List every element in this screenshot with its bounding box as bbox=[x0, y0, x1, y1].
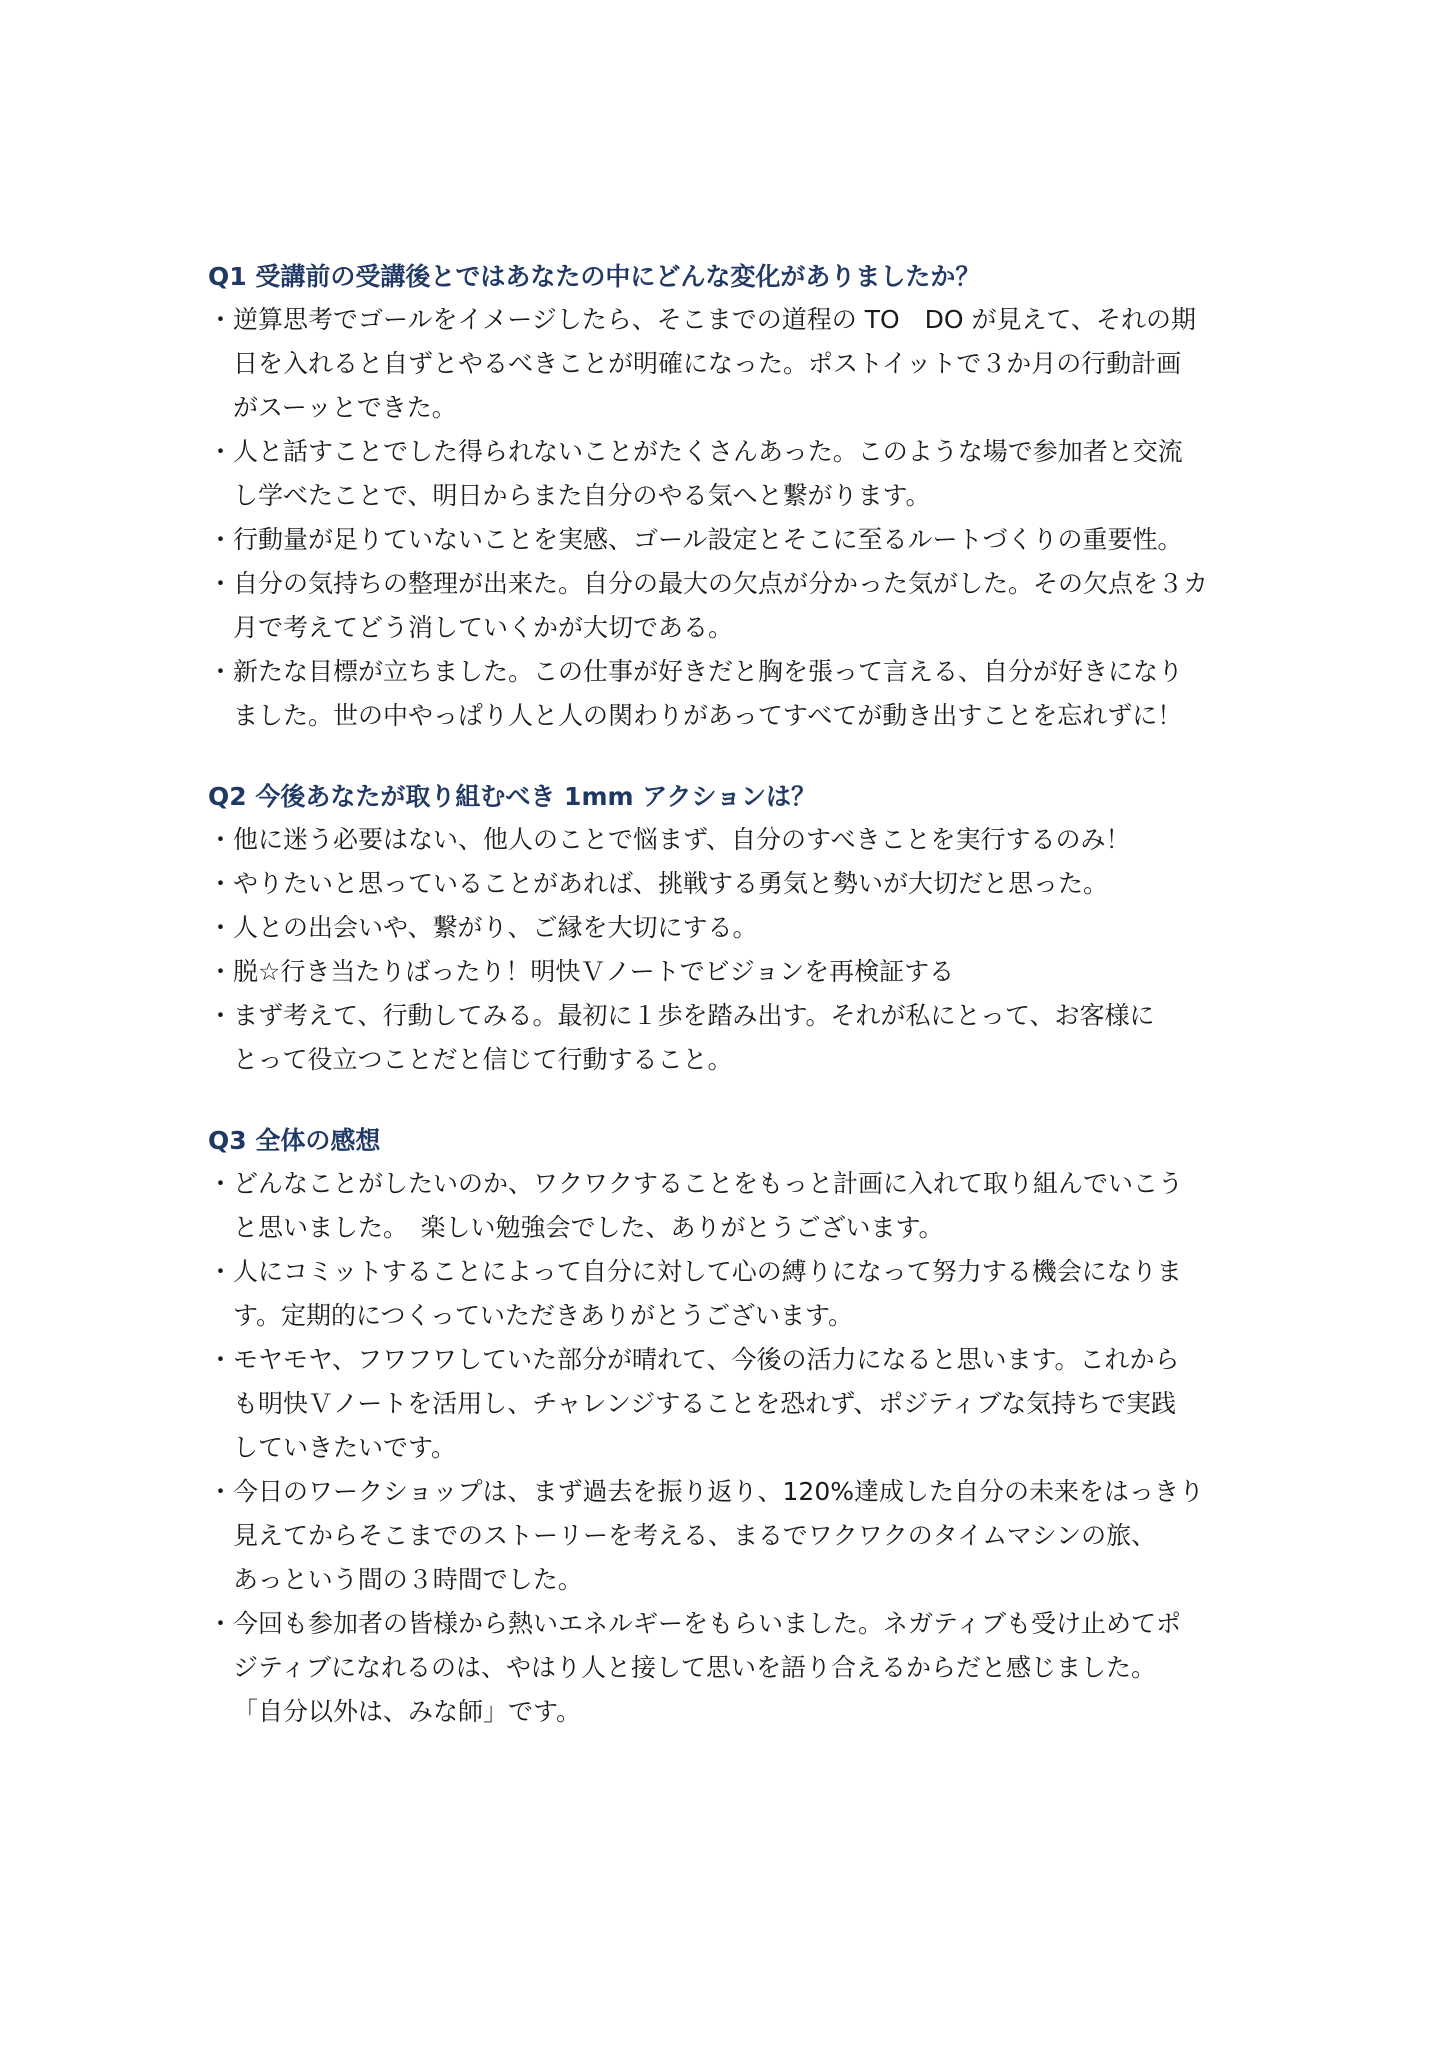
item-line: も明快Ｖノートを活用し、チャレンジすることを恐れず、ポジティブな気持ちで実践 bbox=[233, 1389, 1177, 1418]
item-line: 見えてからそこまでのストーリーを考える、まるでワクワクのタイムマシンの旅、 bbox=[233, 1521, 1157, 1550]
bullet-mark: ・ bbox=[208, 305, 234, 334]
list-item bbox=[208, 298, 1268, 430]
item-line: どんなことがしたいのか、ワクワクすることをもっと計画に入れて取り組んでいこう bbox=[233, 1169, 1184, 1198]
item-line: し学べたことで、明日からまた自分のやる気へと繋がります。 bbox=[233, 481, 931, 510]
bullet-mark: ・ bbox=[208, 1345, 234, 1374]
item-line: 自分の気持ちの整理が出来た。自分の最大の欠点が分かった気がした。その欠点を３カ bbox=[233, 569, 1209, 598]
list-item bbox=[208, 518, 1268, 562]
bullet-mark: ・ bbox=[208, 1169, 234, 1198]
item-line: 「自分以外は、みな師」です。 bbox=[233, 1697, 582, 1726]
q2-heading: Q2 今後あなたが取り組むべき 1mm アクションは？ bbox=[208, 782, 817, 811]
bullet-mark: ・ bbox=[208, 1609, 234, 1638]
list-item bbox=[208, 430, 1268, 518]
section-q3 bbox=[208, 1126, 1268, 1734]
item-line: 今回も参加者の皆様から熱いエネルギーをもらいました。ネガティブも受け止めてポ bbox=[233, 1609, 1182, 1638]
bullet-mark: ・ bbox=[208, 437, 234, 466]
item-line: あっという間の３時間でした。 bbox=[233, 1565, 583, 1594]
list-item bbox=[208, 562, 1268, 650]
item-line: やりたいと思っていることがあれば、挑戦する勇気と勢いが大切だと思った。 bbox=[233, 869, 1109, 898]
item-line: 逆算思考でゴールをイメージしたら、そこまでの道程の TO DO が見えて、それの期 bbox=[233, 305, 1197, 334]
list-item bbox=[208, 1602, 1268, 1734]
item-line: 月で考えてどう消していくかが大切である。 bbox=[233, 613, 734, 642]
item-line: モヤモヤ、フワフワしていた部分が晴れて、今後の活力になると思います。これから bbox=[233, 1345, 1180, 1374]
list-item bbox=[208, 1338, 1268, 1470]
list-item bbox=[208, 994, 1268, 1082]
document-page bbox=[208, 262, 1268, 1778]
list-item bbox=[208, 818, 1268, 862]
item-line: 新たな目標が立ちました。この仕事が好きだと胸を張って言える、自分が好きになり bbox=[233, 657, 1184, 686]
q1-heading: Q1 受講前の受講後とではあなたの中にどんな変化がありましたか？ bbox=[208, 262, 981, 291]
bullet-mark: ・ bbox=[208, 569, 234, 598]
item-line: 今日のワークショップは、まず過去を振り返り、120%達成した自分の未来をはっきり bbox=[233, 1477, 1204, 1506]
bullet-mark: ・ bbox=[208, 957, 234, 986]
bullet-mark: ・ bbox=[208, 1477, 234, 1506]
item-line: がスーッとできた。 bbox=[233, 393, 457, 422]
list-item bbox=[208, 1250, 1268, 1338]
item-line: 脱☆行き当たりばったり！明快Ｖノートでビジョンを再検証する bbox=[233, 957, 955, 986]
list-item bbox=[208, 650, 1268, 738]
item-line: 人との出会いや、繋がり、ご縁を大切にする。 bbox=[233, 913, 758, 942]
section-q2 bbox=[208, 782, 1268, 1082]
item-line: 他に迷う必要はない、他人のことで悩まず、自分のすべきことを実行するのみ！ bbox=[233, 825, 1131, 854]
item-line: 日を入れると自ずとやるべきことが明確になった。ポストイットで３か月の行動計画 bbox=[233, 349, 1182, 378]
item-line: ジティブになれるのは、やはり人と接して思いを語り合えるからだと感じました。 bbox=[233, 1653, 1157, 1682]
list-item bbox=[208, 1162, 1268, 1250]
list-item bbox=[208, 1470, 1268, 1602]
bullet-mark: ・ bbox=[208, 913, 234, 942]
item-line: す。定期的につくっていただきありがとうございます。 bbox=[233, 1301, 854, 1330]
bullet-mark: ・ bbox=[208, 657, 234, 686]
bullet-mark: ・ bbox=[208, 1257, 234, 1286]
list-item bbox=[208, 906, 1268, 950]
bullet-mark: ・ bbox=[208, 525, 234, 554]
item-line: 人と話すことでした得られないことがたくさんあった。このような場で参加者と交流 bbox=[233, 437, 1183, 466]
section-q1 bbox=[208, 262, 1268, 738]
item-line: ました。世の中やっぱり人と人の関わりがあってすべてが動き出すことを忘れずに！ bbox=[233, 701, 1183, 730]
bullet-mark: ・ bbox=[208, 869, 234, 898]
list-item bbox=[208, 950, 1268, 994]
bullet-mark: ・ bbox=[208, 1001, 234, 1030]
item-line: と思いました。 楽しい勉強会でした、ありがとうございます。 bbox=[233, 1213, 944, 1242]
item-line: していきたいです。 bbox=[233, 1433, 457, 1462]
list-item bbox=[208, 862, 1268, 906]
item-line: とって役立つことだと信じて行動すること。 bbox=[233, 1045, 733, 1074]
q3-heading: Q3 全体の感想 bbox=[208, 1126, 381, 1155]
item-line: 行動量が足りていないことを実感、ゴール設定とそこに至るルートづくりの重要性。 bbox=[233, 525, 1183, 554]
item-line: まず考えて、行動してみる。最初に１歩を踏み出す。それが私にとって、お客様に bbox=[233, 1001, 1155, 1030]
item-line: 人にコミットすることによって自分に対して心の縛りになって努力する機会になりま bbox=[233, 1257, 1182, 1286]
bullet-mark: ・ bbox=[208, 825, 234, 854]
